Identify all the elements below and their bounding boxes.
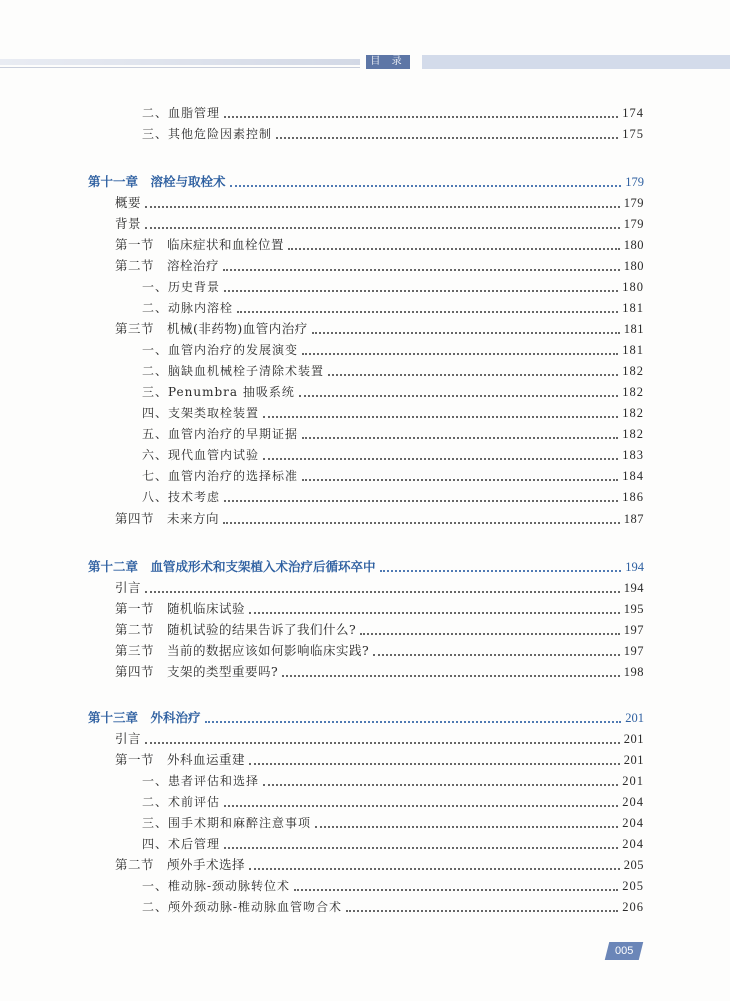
- dot-leader: [302, 479, 618, 481]
- toc-entry-title: 二、脑缺血机械栓子清除术装置: [142, 364, 325, 378]
- toc-entry-title: 第四节 支架的类型重要吗?: [115, 664, 279, 679]
- toc-entry[interactable]: [142, 813, 644, 833]
- toc-entry-page: 205: [622, 879, 644, 893]
- toc-entry-title: 第四节 未来方向: [115, 511, 220, 526]
- toc-entry-title: 三、Penumbra 抽吸系统: [142, 385, 295, 399]
- dot-leader: [224, 290, 618, 292]
- toc-entry[interactable]: [115, 319, 644, 339]
- toc-entry-title: 四、术后管理: [142, 837, 221, 851]
- toc-entry-title: 第一节 外科血运重建: [115, 752, 246, 767]
- toc-entry[interactable]: [115, 214, 644, 234]
- dot-leader: [224, 847, 618, 849]
- dot-leader: [145, 227, 620, 229]
- toc-entry-page: 181: [623, 322, 644, 336]
- toc-entry[interactable]: [142, 298, 644, 318]
- toc-entry-page: 179: [625, 175, 644, 189]
- toc-entry-page: 205: [623, 858, 644, 872]
- toc-entry-title: 第二节 溶栓治疗: [115, 258, 220, 273]
- toc-entry-title: 五、血管内治疗的早期证据: [142, 427, 299, 441]
- dot-leader: [145, 206, 620, 208]
- dot-leader: [249, 763, 620, 765]
- toc-entry[interactable]: [142, 103, 644, 123]
- toc-entry[interactable]: [142, 403, 644, 423]
- toc-entry-title: 二、动脉内溶栓: [142, 301, 234, 315]
- toc-entry[interactable]: [142, 124, 644, 144]
- toc-entry-page: 182: [622, 385, 644, 399]
- dot-leader: [288, 248, 620, 250]
- toc-entry[interactable]: [142, 487, 644, 507]
- toc-entry-page: 204: [622, 816, 644, 830]
- dot-leader: [249, 868, 620, 870]
- toc-entry-title: 背景: [115, 216, 142, 231]
- page-number-badge: [605, 942, 643, 960]
- toc-entry-title: 第一节 临床症状和血栓位置: [115, 237, 285, 252]
- toc-entry[interactable]: [115, 599, 644, 619]
- page-number: 005: [614, 945, 634, 957]
- toc-entry[interactable]: [115, 855, 644, 875]
- toc-entry-page: 201: [622, 774, 644, 788]
- toc-entry-title: 第十二章 血管成形术和支架植入术治疗后循环卒中: [88, 559, 376, 574]
- dot-leader: [263, 784, 618, 786]
- toc-entry-page: 181: [622, 343, 644, 357]
- toc-entry-title: 六、现代血管内试验: [142, 448, 260, 462]
- toc-entry-page: 201: [623, 753, 644, 767]
- toc-entry[interactable]: [115, 578, 644, 598]
- toc-entry-title: 二、术前评估: [142, 795, 221, 809]
- toc-entry-page: 201: [625, 711, 644, 725]
- toc-entry[interactable]: [142, 424, 644, 444]
- dot-leader: [276, 137, 618, 139]
- toc-entry-page: 181: [622, 301, 644, 315]
- toc-entry-page: 183: [622, 448, 644, 462]
- dot-leader: [145, 742, 620, 744]
- dot-leader: [294, 889, 618, 891]
- header-right-band: [422, 55, 730, 69]
- toc-entry-page: 187: [623, 512, 644, 526]
- header-left-band: [0, 59, 360, 65]
- toc-entry-title: 七、血管内治疗的选择标准: [142, 469, 299, 483]
- toc-entry-title: 第二节 颅外手术选择: [115, 857, 246, 872]
- toc-entry-page: 180: [622, 280, 644, 294]
- dot-leader: [145, 591, 620, 593]
- toc-entry-title: 第一节 随机临床试验: [115, 601, 246, 616]
- dot-leader: [312, 332, 620, 334]
- dot-leader: [282, 675, 620, 677]
- toc-entry[interactable]: [115, 509, 644, 529]
- dot-leader: [263, 458, 618, 460]
- toc-entry[interactable]: [142, 897, 644, 917]
- dot-leader: [224, 116, 618, 118]
- toc-entry[interactable]: [115, 662, 644, 682]
- dot-leader: [224, 805, 618, 807]
- toc-entry-page: 206: [622, 900, 644, 914]
- dot-leader: [223, 269, 620, 271]
- toc-entry-page: 197: [623, 644, 644, 658]
- toc-entry[interactable]: [142, 792, 644, 812]
- toc-entry-page: 179: [623, 196, 644, 210]
- dot-leader: [299, 395, 618, 397]
- dot-leader: [205, 721, 622, 723]
- toc-chapter-entry[interactable]: [88, 172, 644, 192]
- toc-entry-title: 一、患者评估和选择: [142, 774, 260, 788]
- toc-entry-page: 194: [625, 560, 644, 574]
- toc-entry[interactable]: [142, 445, 644, 465]
- toc-entry-title: 三、围手术期和麻醉注意事项: [142, 816, 312, 830]
- toc-entry[interactable]: [115, 750, 644, 770]
- dot-leader: [249, 612, 620, 614]
- toc-entry-page: 195: [623, 602, 644, 616]
- toc-entry-title: 第十一章 溶栓与取栓术: [88, 174, 226, 189]
- dot-leader: [380, 570, 622, 572]
- toc-entry-title: 二、颅外颈动脉-椎动脉血管吻合术: [142, 900, 343, 914]
- toc-entry[interactable]: [115, 256, 644, 276]
- header-left-line: [0, 67, 360, 68]
- dot-leader: [223, 522, 620, 524]
- toc-entry-title: 二、血脂管理: [142, 106, 221, 120]
- toc-entry[interactable]: [115, 620, 644, 640]
- toc-entry-page: 180: [623, 238, 644, 252]
- toc-entry-page: 179: [623, 217, 644, 231]
- dot-leader: [328, 374, 618, 376]
- toc-entry-title: 三、其他危险因素控制: [142, 127, 273, 141]
- toc-entry-title: 一、历史背景: [142, 280, 221, 294]
- toc-entry-title: 一、血管内治疗的发展演变: [142, 343, 299, 357]
- toc-entry-page: 184: [622, 469, 644, 483]
- dot-leader: [346, 910, 618, 912]
- toc-entry-page: 197: [623, 623, 644, 637]
- toc-chapter-entry[interactable]: [88, 708, 644, 728]
- toc-entry[interactable]: [115, 641, 644, 661]
- dot-leader: [315, 826, 618, 828]
- toc-entry[interactable]: [142, 361, 644, 381]
- toc-entry-page: 186: [622, 490, 644, 504]
- toc-entry-page: 180: [623, 259, 644, 273]
- toc-entry-page: 198: [623, 665, 644, 679]
- toc-entry[interactable]: [142, 277, 644, 297]
- dot-leader: [230, 185, 622, 187]
- header-section-label: 目 录: [366, 55, 410, 69]
- toc-entry[interactable]: [142, 876, 644, 896]
- toc-entry-title: 第三节 当前的数据应该如何影响临床实践?: [115, 643, 370, 658]
- dot-leader: [263, 416, 618, 418]
- toc-entry-title: 第三节 机械(非药物)血管内治疗: [115, 321, 308, 336]
- toc-entry-title: 引言: [115, 580, 142, 595]
- toc-entry[interactable]: [142, 834, 644, 854]
- toc-entry-title: 一、椎动脉-颈动脉转位术: [142, 879, 291, 893]
- page-header: [0, 55, 730, 69]
- toc-entry-title: 第十三章 外科治疗: [88, 710, 201, 725]
- dot-leader: [224, 500, 618, 502]
- toc-entry[interactable]: [142, 771, 644, 791]
- toc-entry[interactable]: [142, 466, 644, 486]
- toc-entry-page: 174: [622, 106, 644, 120]
- toc-entry-page: 182: [622, 406, 644, 420]
- toc-entry-title: 四、支架类取栓装置: [142, 406, 260, 420]
- toc-entry-page: 204: [622, 837, 644, 851]
- toc-entry-title: 第二节 随机试验的结果告诉了我们什么?: [115, 622, 357, 637]
- toc-entry[interactable]: [142, 340, 644, 360]
- toc-entry-page: 194: [623, 581, 644, 595]
- toc-entry-page: 182: [622, 364, 644, 378]
- toc-entry-title: 概要: [115, 195, 142, 210]
- toc-entry-title: 引言: [115, 731, 142, 746]
- toc-entry-page: 204: [622, 795, 644, 809]
- dot-leader: [237, 311, 618, 313]
- toc-entry[interactable]: [115, 193, 644, 213]
- toc-entry-page: 175: [622, 127, 644, 141]
- toc-entry[interactable]: [115, 235, 644, 255]
- toc-entry[interactable]: [115, 729, 644, 749]
- dot-leader: [373, 654, 620, 656]
- toc-entry-title: 八、技术考虑: [142, 490, 221, 504]
- dot-leader: [302, 353, 618, 355]
- toc-chapter-entry[interactable]: [88, 557, 644, 577]
- dot-leader: [360, 633, 620, 635]
- toc-entry-page: 182: [622, 427, 644, 441]
- dot-leader: [302, 437, 618, 439]
- toc-entry-page: 201: [623, 732, 644, 746]
- toc-entry[interactable]: [142, 382, 644, 402]
